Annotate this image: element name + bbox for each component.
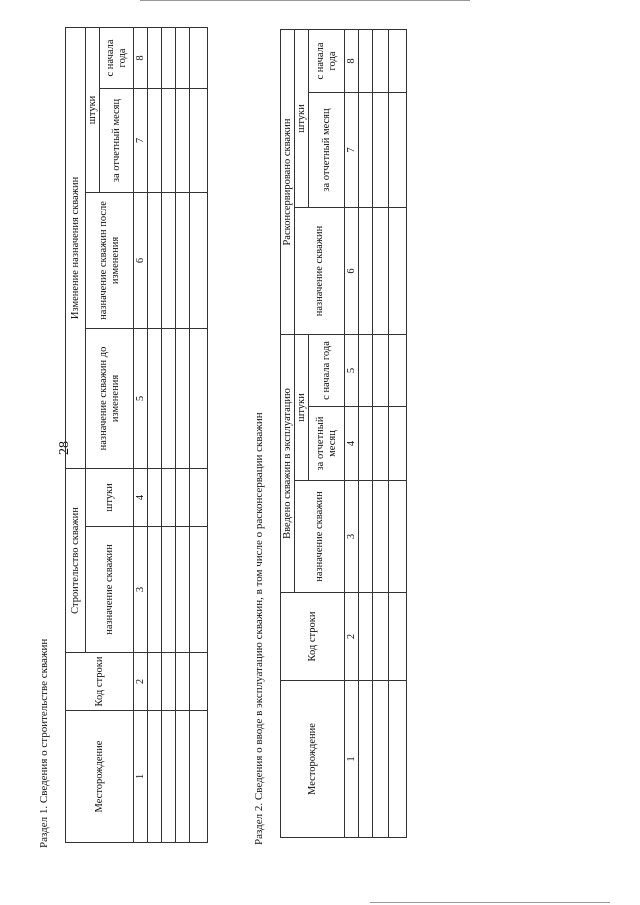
col-number: 5 [134,328,148,468]
col-number: 3 [134,527,148,653]
row-code-header: Код строки [281,593,345,681]
purpose-after-header: назначение скважин после изменения [86,192,134,328]
purpose-change-header: Изменение назначения скважин [66,27,86,468]
table-row [389,29,407,837]
section1-title: Раздел 1. Сведения о строительстве скважин [38,638,50,848]
scan-edge-bottom [370,902,610,903]
table-row [359,29,373,837]
well-purpose-header: назначение скважин [86,527,134,653]
section1-table-wrapper [65,27,208,843]
pieces-header: штуки [86,468,134,526]
col-number: 2 [134,653,148,711]
reporting-month2-header: за отчетный месяц [309,92,345,207]
col-number: 6 [134,192,148,328]
since-year-start-header: с начала года [100,27,134,88]
col-number: 4 [345,407,359,481]
col-number: 1 [345,681,359,838]
col-number: 1 [134,711,148,843]
section2-table [280,29,407,838]
table-row [162,27,176,842]
section2-table-wrapper [280,29,407,838]
col-number: 6 [345,207,359,334]
col-number: 3 [345,481,359,593]
col-number: 8 [345,29,359,92]
page-number: 28 [57,441,72,455]
pieces-header: штуки [295,334,309,480]
col-number: 5 [345,334,359,406]
purpose-before-header: назначение скважин до изменения [86,328,134,468]
col-number: 7 [345,92,359,207]
field-header: Месторождение [66,711,134,843]
field-header: Месторождение [281,681,345,838]
col-number: 4 [134,468,148,526]
row-code-header: Код строки [66,653,134,711]
col-number: 8 [134,27,148,88]
table-row [148,27,162,842]
well-purpose-header: назначение скважин [295,481,345,593]
since-year-start2-header: с начала года [309,29,345,92]
column-numbers-row [134,27,148,842]
since-year-start-header: с начала года [309,334,345,406]
section2-title: Раздел 2. Сведения о вводе в эксплуатацию скважин, в том числе о расконсервации скважин [253,412,265,845]
reactivated-header: Расконсервировано скважин [281,29,295,334]
reporting-month-header: за отчетный месяц [309,407,345,481]
construction-header: Строительство скважин [66,468,86,652]
col-number: 7 [134,88,148,192]
section1-table [65,27,208,843]
pieces2-header: штуки [295,29,309,207]
column-numbers-row [345,29,359,837]
well-purpose2-header: назначение скважин [295,207,345,334]
reporting-month-header: за отчетный месяц [100,88,134,192]
scan-edge-top [140,0,470,1]
commissioned-header: Введено скважин в эксплуатацию [281,334,295,592]
table-row [373,29,389,837]
col-number: 2 [345,593,359,681]
table-row [176,27,190,842]
table-row [190,27,208,842]
pieces2-header: штуки [86,27,100,192]
